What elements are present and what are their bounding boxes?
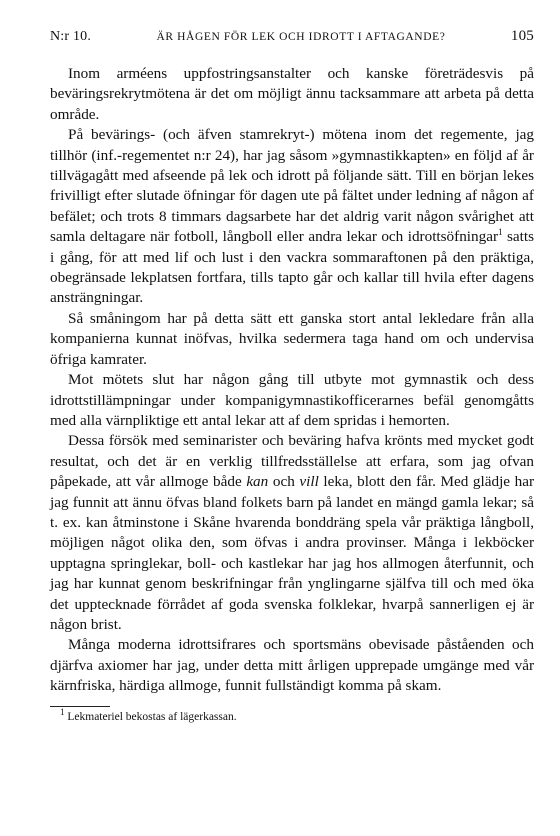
footnote-text: Lekmateriel bekostas af lägerkassan.: [67, 710, 237, 723]
paragraph-text-continued: satts i gång, för att med lif och lust i den vackra sommaraftonen på den präktiga, obegränsade lekplatsen fortfara, tills tapto går och kallar till hvila efter dagens ansträngningar.: [50, 228, 534, 307]
paragraph: Många moderna idrottsifrares och sportsmäns obevisade påståenden och djärfva axiomer har jag, under detta mitt årligen upprepade umgänge med vår kärnfriska, härdiga allmoge, funnit fullständigt komma på skam.: [50, 636, 534, 695]
page-number: 105: [510, 28, 534, 44]
book-page: [50, 28, 534, 724]
paragraph: Mot mötets slut har någon gång till utbyte mot gymnastik och dess idrottstillämpningar under kompanigymnastikofficerarnes befäl genomgåtts med alla värnpliktige ett antal lekar att af dem spridas i hemorten.: [50, 371, 534, 429]
paragraph-text: På bevärings- (och äfven stamrekryt-) mötena inom det regemente, jag tillhör (inf.-regementet n:r 24), har jag såsom »gymnastikkapten» en följd af år tillvägagått med afseende på lek och idrott på följande sätt. Till en början lekes frivilligt efter slutade öfningar för dagen ute på fältet under ledning af någon af befälet; och trots 8 timmars dagsarbete har det aldrig varit någon svårighet att samla deltagare när fotboll, långboll eller andra lekar och idrottsöfningar: [50, 126, 534, 246]
paragraph: [50, 125, 534, 309]
footnote-marker: 1: [498, 227, 503, 238]
paragraph-text: och: [272, 473, 295, 491]
emphasis-text: kan: [246, 473, 269, 491]
paragraph: Så småningom har på detta sätt ett ganska stort antal lekledare från alla kompanierna kunnat inöfvas, hvilka sedermera taga hand om och undervisa öfriga kamrater.: [50, 309, 534, 368]
paragraph: [50, 431, 534, 635]
running-title: ÄR HÅGEN FÖR LEK OCH IDROTT I AFTAGANDE?: [156, 31, 446, 43]
page-header: [50, 28, 534, 50]
emphasis-text: vill: [299, 473, 319, 491]
paragraph: Inom arméens uppfostringsanstalter och kanske företrädesvis på beväringsrekrytmötena är det om möjligt ännu tacksammare att arbeta på detta område.: [50, 65, 534, 123]
paragraph-text-continued: leka, blott den får. Med glädje har jag funnit att ännu öfvas bland folkets barn på landet en mängd gamla lekar; så t. ex. kan åtminstone i Skåne hvarenda bonddräng spela vår präktiga långboll, möjligen något olika den, som öfvas i andra provinser. Många i lekböcker upptagna springlekar, boll- och kastlekar har jag hos allmogen återfunnit, och jag har kunnat genom beskrifningar från ynglingarne själfva till och med öka det upptecknade förrådet af goda svenska folklekar, hvarpå sannerligen ej är någon brist.: [50, 473, 535, 633]
footnote-divider: [50, 706, 110, 707]
footnote-marker: 1: [60, 706, 65, 717]
body-text: [50, 64, 534, 697]
paragraph-text: Dessa försök med seminarister och beväring hafva krönts med mycket godt resultat, och det är en verklig tillfredsställelse att erfara, som jag ofvan påpekade, att vår allmoge både: [50, 432, 534, 491]
section-number: N:r 10.: [50, 29, 92, 44]
footnote: [50, 706, 534, 724]
